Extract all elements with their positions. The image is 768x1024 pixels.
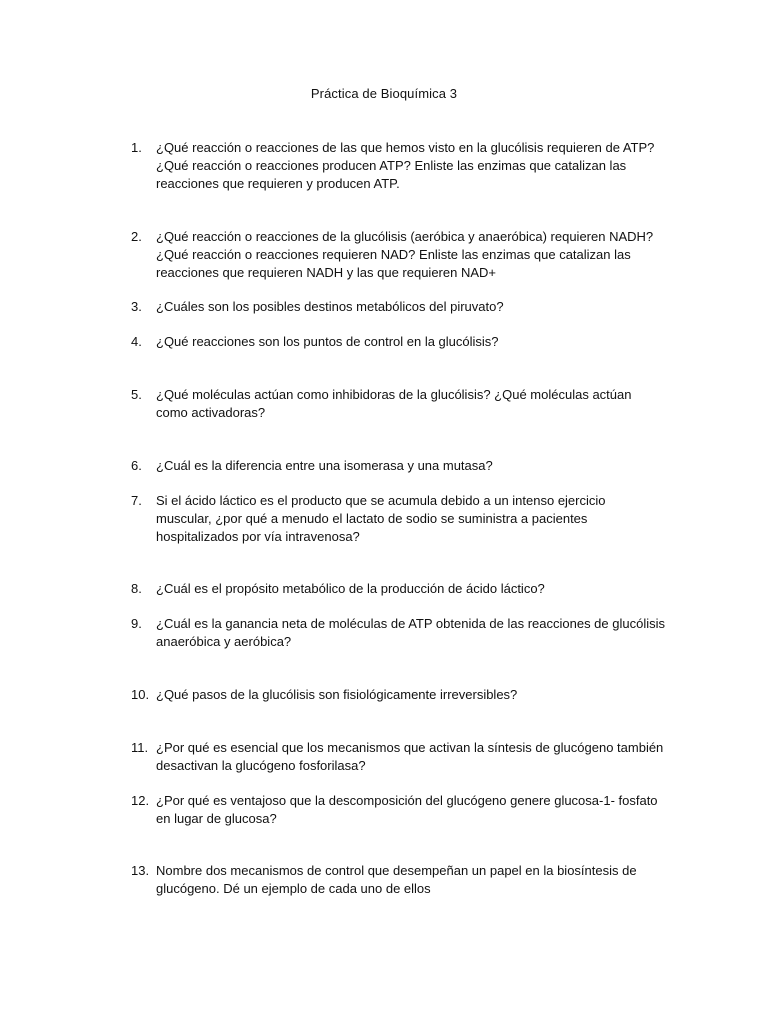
question-text: ¿Qué reacción o reacciones de la glucólisis (aeróbica y anaeróbica) requieren NADH? ¿Qué reacción o reacciones requieren NAD? Enliste las enzimas que catalizan las reacciones que requieren NADH y las que requieren NAD+	[156, 229, 654, 280]
question-item	[131, 580, 671, 598]
question-text: Si el ácido láctico es el producto que se acumula debido a un intenso ejercicio muscular, ¿por qué a menudo el lactato de sodio se suministra a pacientes hospitalizados por vía intravenosa?	[156, 493, 606, 544]
question-item	[131, 686, 671, 704]
question-number: 2.	[131, 229, 142, 244]
question-number: 4.	[131, 334, 142, 349]
question-text: ¿Por qué es esencial que los mecanismos que activan la síntesis de glucógeno también desactivan la glucógeno fosforilasa?	[156, 740, 664, 773]
document-title: Práctica de Bioquímica 3	[310, 86, 458, 101]
question-item	[131, 862, 671, 898]
question-text: Nombre dos mecanismos de control que desempeñan un papel en la biosíntesis de glucógeno. Dé un ejemplo de cada uno de ellos	[156, 863, 637, 896]
question-text: ¿Cuál es el propósito metabólico de la producción de ácido láctico?	[156, 581, 545, 596]
question-text: ¿Por qué es ventajoso que la descomposición del glucógeno genere glucosa-1- fosfato en lugar de glucosa?	[156, 793, 658, 826]
question-text: ¿Cuál es la diferencia entre una isomerasa y una mutasa?	[156, 458, 493, 473]
question-item	[131, 298, 671, 316]
question-number: 1.	[131, 140, 142, 155]
question-item	[131, 333, 671, 351]
question-item	[131, 792, 671, 828]
question-item	[131, 386, 671, 422]
question-item	[131, 228, 671, 282]
question-text: ¿Qué moléculas actúan como inhibidoras de la glucólisis? ¿Qué moléculas actúan como activadoras?	[156, 387, 632, 420]
question-number: 5.	[131, 387, 142, 402]
question-number: 3.	[131, 299, 142, 314]
question-number: 7.	[131, 493, 142, 508]
question-number: 10.	[131, 687, 150, 702]
question-item	[131, 492, 671, 546]
question-number: 9.	[131, 616, 142, 631]
question-text: ¿Cuáles son los posibles destinos metabólicos del piruvato?	[156, 299, 504, 314]
question-item	[131, 615, 671, 651]
question-text: ¿Qué reacciones son los puntos de control en la glucólisis?	[156, 334, 499, 349]
question-item	[131, 739, 671, 775]
question-number: 6.	[131, 458, 142, 473]
question-item	[131, 139, 671, 193]
question-number: 12.	[131, 793, 150, 808]
question-number: 13.	[131, 863, 150, 878]
question-number: 8.	[131, 581, 142, 596]
question-text: ¿Qué pasos de la glucólisis son fisiológicamente irreversibles?	[156, 687, 518, 702]
question-item	[131, 457, 671, 475]
question-text: ¿Cuál es la ganancia neta de moléculas de ATP obtenida de las reacciones de glucólisis anaeróbica y aeróbica?	[156, 616, 665, 649]
question-number: 11.	[131, 740, 149, 755]
question-text: ¿Qué reacción o reacciones de las que hemos visto en la glucólisis requieren de ATP? ¿Qué reacción o reacciones producen ATP? Enliste las enzimas que catalizan las reacciones que requieren y producen ATP.	[156, 140, 655, 191]
